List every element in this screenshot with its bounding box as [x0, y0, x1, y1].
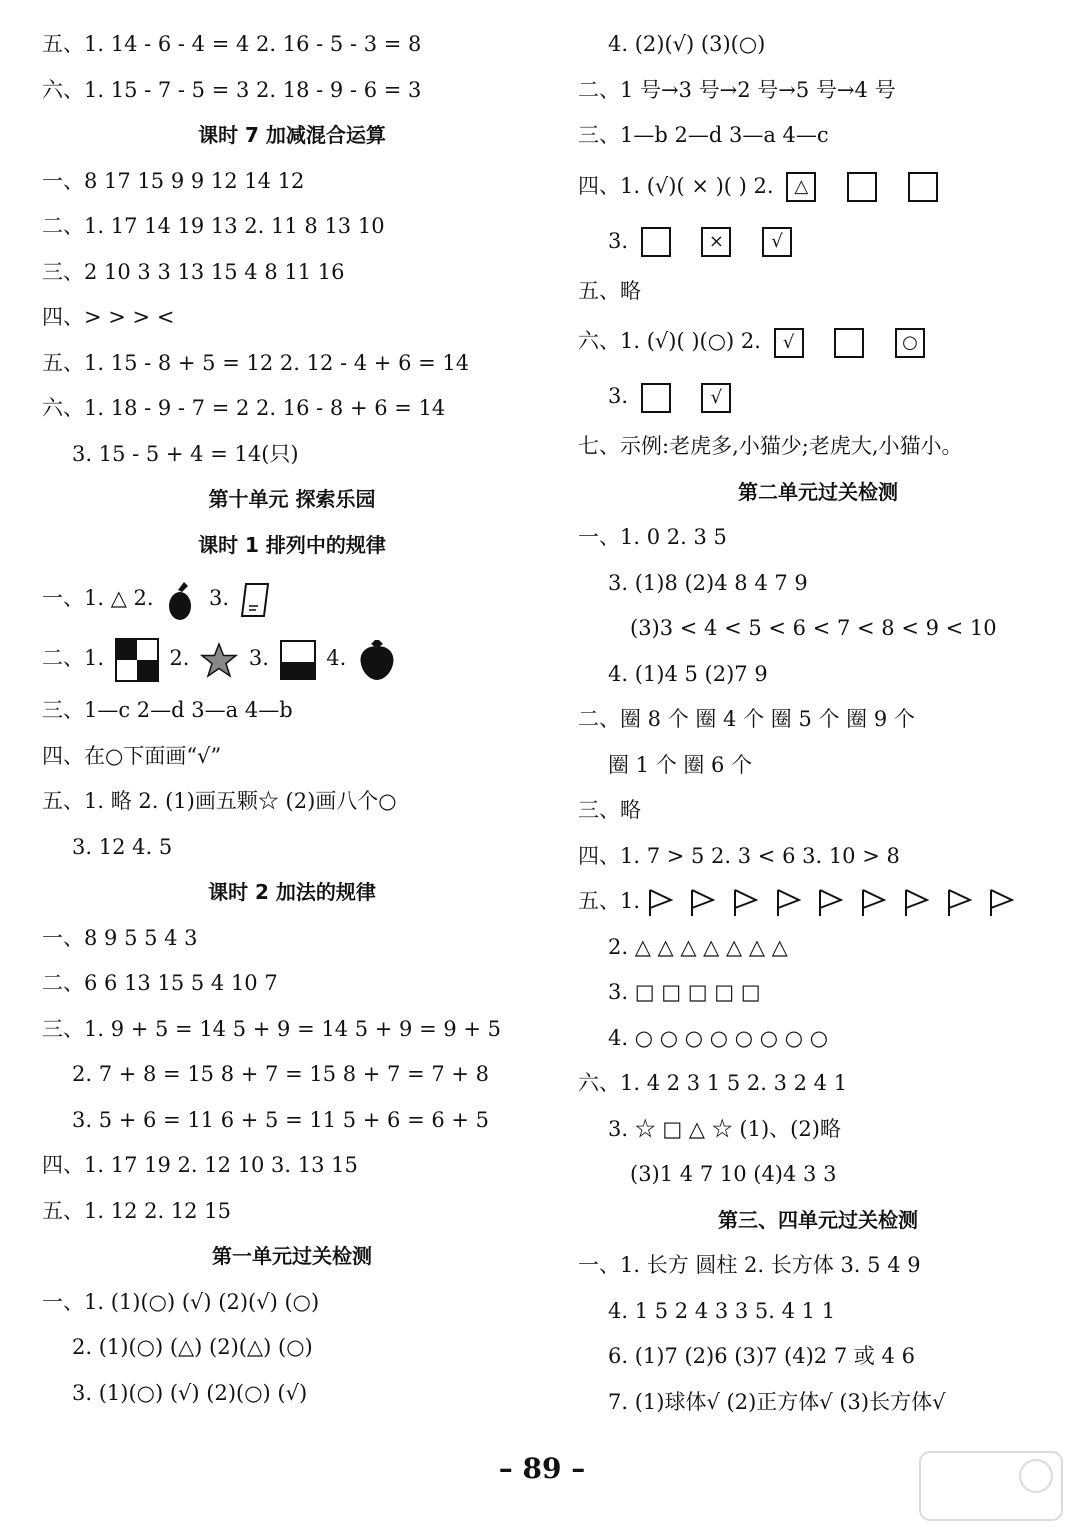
answer-text: 4.: [326, 646, 347, 670]
flag-icon: [903, 888, 929, 918]
answer-text: 四、1. (√)( × )( ) 2.: [578, 173, 774, 198]
flag-icon: [775, 888, 801, 918]
answer-line-with-flags: [578, 879, 1058, 925]
answer-line: 五、略: [578, 278, 641, 303]
answer-line: 五、1. 14 - 6 - 4 = 4 2. 16 - 5 - 3 = 8: [42, 32, 422, 56]
answer-text: 六、1. (√)( )(○) 2.: [578, 329, 761, 353]
answer-line: 2. 7 + 8 = 15 8 + 7 = 15 8 + 7 = 7 + 8: [72, 1062, 490, 1086]
answer-box: √: [774, 328, 804, 358]
flag-icon: [689, 888, 715, 918]
answer-line-with-boxes: [578, 214, 1058, 269]
answer-box: √: [701, 383, 731, 413]
page-number: – 89 –: [498, 1452, 586, 1485]
flag-icon: [817, 888, 843, 918]
answer-text: 二、1.: [42, 646, 105, 670]
answer-box: √: [762, 227, 792, 257]
answer-line: 三、2 10 3 3 13 15 4 8 11 16: [42, 259, 345, 284]
left-column: [42, 22, 542, 1416]
answer-text: 3.: [608, 384, 629, 408]
flag-icon: [988, 888, 1014, 918]
answer-box: [641, 383, 671, 413]
answer-line: 4. ○ ○ ○ ○ ○ ○ ○ ○: [608, 1025, 829, 1050]
answer-line-with-pictures: [42, 628, 542, 688]
flag-icon: [732, 888, 758, 918]
answer-line: 五、1. 15 - 8 + 5 = 12 2. 12 - 4 + 6 = 14: [42, 350, 470, 375]
answer-line: (3)1 4 7 10 (4)4 3 3: [630, 1162, 837, 1186]
section-title: 第二单元过关检测: [738, 479, 898, 504]
answer-box: [847, 172, 877, 202]
answer-line: 四、> > > <: [42, 305, 175, 329]
answer-text: 3.: [248, 646, 269, 670]
answer-line: 6. (1)7 (2)6 (3)7 (4)2 7 或 4 6: [608, 1344, 915, 1368]
flag-icon: [647, 888, 673, 918]
answer-line: 四、1. 7 > 5 2. 3 < 6 3. 10 > 8: [578, 843, 900, 868]
answer-line: 4. (1)4 5 (2)7 9: [608, 661, 768, 686]
notebook-icon: [240, 582, 270, 618]
answer-line: 三、略: [578, 798, 641, 822]
answer-box: ○: [895, 328, 925, 358]
answer-line: 3. 5 + 6 = 11 6 + 5 = 11 5 + 6 = 6 + 5: [72, 1107, 490, 1132]
answer-line-with-pictures: [42, 568, 542, 628]
answer-line: 四、1. 17 19 2. 12 10 3. 13 15: [42, 1153, 358, 1177]
answer-line: 一、1. (1)(○) (√) (2)(√) (○): [42, 1289, 320, 1314]
eggplant-icon: [164, 578, 198, 622]
answer-text: 3.: [608, 228, 629, 253]
answer-line: 一、8 9 5 5 4 3: [42, 925, 198, 950]
answer-line: 三、1—c 2—d 3—a 4—b: [42, 698, 293, 722]
answer-box: [908, 172, 938, 202]
answer-line: 一、1. 长方 圆柱 2. 长方体 3. 5 4 9: [578, 1253, 921, 1277]
half-filled-square-icon: [280, 640, 316, 680]
answer-line: 三、1. 9 + 5 = 14 5 + 9 = 14 5 + 9 = 9 + 5: [42, 1016, 502, 1041]
answer-line: 五、1. 略 2. (1)画五颗☆ (2)画八个○: [42, 789, 397, 813]
answer-text: 3.: [208, 586, 229, 610]
checker-square-icon: [115, 638, 159, 682]
strawberry-icon: [357, 638, 397, 682]
unit-title: 第十单元 探索乐园: [208, 487, 376, 511]
answer-line: 六、1. 15 - 7 - 5 = 3 2. 18 - 9 - 6 = 3: [42, 77, 422, 102]
answer-line: 六、1. 18 - 9 - 7 = 2 2. 16 - 8 + 6 = 14: [42, 396, 446, 420]
answer-line: 一、8 17 15 9 9 12 14 12: [42, 168, 305, 193]
answer-line-with-boxes: [578, 314, 1058, 369]
answer-box: [834, 328, 864, 358]
answer-line: 3. ☆ □ △ ☆ (1)、(2)略: [608, 1116, 841, 1141]
answer-line: 一、1. 0 2. 3 5: [578, 525, 727, 549]
section-title: 课时 7 加减混合运算: [198, 123, 386, 147]
answer-line: 4. 1 5 2 4 3 3 5. 4 1 1: [608, 1298, 836, 1323]
answer-line: 七、示例:老虎多,小猫少;老虎大,小猫小。: [578, 434, 963, 458]
answer-box: ×: [701, 227, 731, 257]
answer-line: 2. △ △ △ △ △ △ △: [608, 934, 788, 959]
answer-line: 圈 1 个 圈 6 个: [608, 752, 753, 777]
answer-line: 六、1. 4 2 3 1 5 2. 3 2 4 1: [578, 1071, 848, 1095]
answer-line: 3. □ □ □ □ □: [608, 980, 761, 1004]
watermark-logo: [916, 1446, 1066, 1526]
answer-line: 7. (1)球体√ (2)正方体√ (3)长方体√: [608, 1389, 946, 1414]
answer-text: 2.: [169, 646, 190, 670]
answer-box: [641, 227, 671, 257]
answer-line: (3)3 < 4 < 5 < 6 < 7 < 8 < 9 < 10: [630, 616, 997, 640]
answer-line: 二、1 号→3 号→2 号→5 号→4 号: [578, 77, 896, 102]
answer-line: 二、1. 17 14 19 13 2. 11 8 13 10: [42, 214, 385, 238]
section-title: 课时 2 加法的规律: [208, 880, 376, 904]
section-title: 课时 1 排列中的规律: [198, 532, 386, 557]
answer-line: 二、圈 8 个 圈 4 个 圈 5 个 圈 9 个: [578, 707, 915, 731]
flag-row: [647, 889, 1025, 913]
star-icon: [200, 642, 238, 678]
answer-line: 4. (2)(√) (3)(○): [608, 32, 766, 56]
section-title: 第一单元过关检测: [212, 1244, 372, 1268]
answer-line: 二、6 6 13 15 5 4 10 7: [42, 971, 278, 995]
answer-line-with-boxes: [578, 369, 1058, 424]
right-column: [578, 22, 1058, 1425]
answer-box: △: [786, 172, 816, 202]
answer-line: 五、1. 12 2. 12 15: [42, 1198, 231, 1223]
answer-line: 3. (1)(○) (√) (2)(○) (√): [72, 1380, 308, 1405]
answer-line: 三、1—b 2—d 3—a 4—c: [578, 123, 829, 147]
answer-line-with-boxes: [578, 159, 1058, 214]
flag-icon: [860, 888, 886, 918]
answer-line: 四、在○下面画“√”: [42, 743, 222, 768]
answer-line: 3. 12 4. 5: [72, 834, 173, 859]
answer-line: 2. (1)(○) (△) (2)(△) (○): [72, 1335, 313, 1359]
answer-line: 3. (1)8 (2)4 8 4 7 9: [608, 570, 808, 595]
section-title: 第三、四单元过关检测: [718, 1207, 918, 1232]
answer-text: 五、1.: [578, 889, 641, 913]
flag-icon: [946, 888, 972, 918]
answer-line: 3. 15 - 5 + 4 = 14(只): [72, 441, 299, 466]
answer-text: 一、1. △ 2.: [42, 586, 154, 610]
